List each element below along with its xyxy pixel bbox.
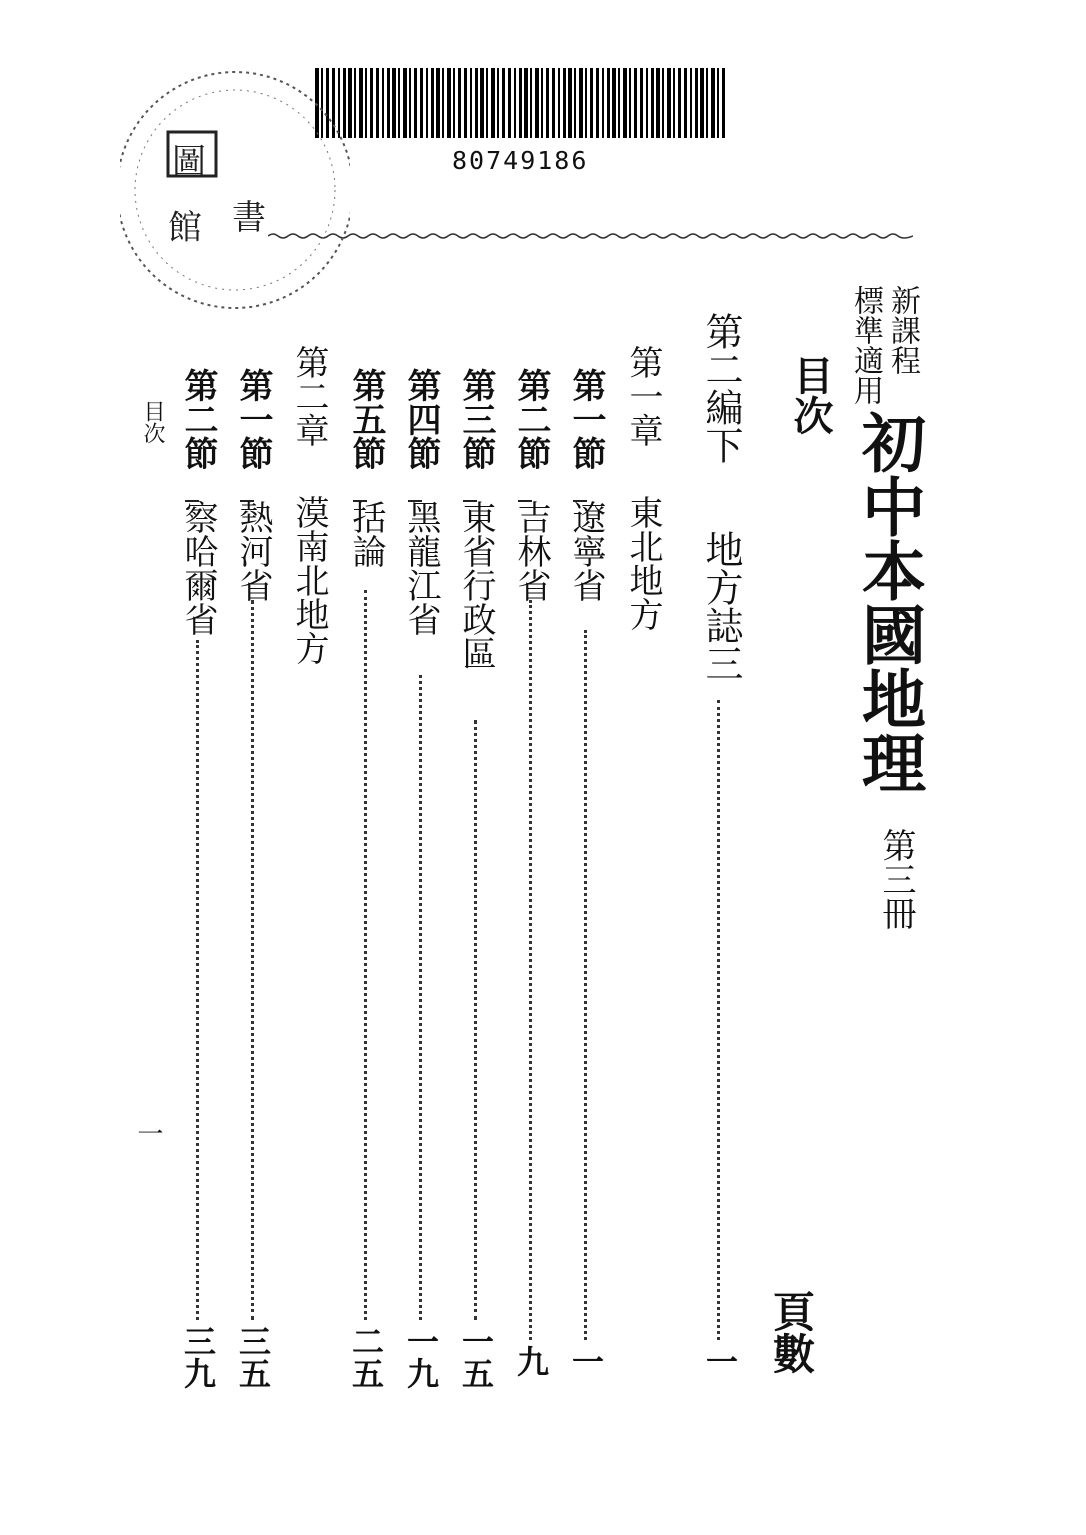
- barcode-bar: [662, 68, 664, 138]
- barcode-bar: [667, 68, 671, 138]
- running-head: 目次: [140, 400, 165, 444]
- toc-entry-page: 三五: [234, 1325, 272, 1389]
- title-prefix-line1: 新課程: [885, 285, 920, 375]
- barcode-bar: [563, 68, 566, 138]
- barcode-bar: [722, 68, 725, 138]
- toc-leader: [419, 675, 422, 1320]
- barcode-bar: [656, 68, 660, 138]
- barcode-bar: [447, 68, 451, 138]
- barcode-bar: [354, 68, 356, 138]
- barcode: [315, 68, 730, 138]
- toc-entry-title: 黑龍江省: [401, 500, 441, 636]
- barcode-bar: [646, 68, 648, 138]
- toc-leader: [584, 630, 587, 1340]
- barcode-bar: [535, 68, 539, 138]
- barcode-bar: [442, 68, 444, 138]
- barcode-bar: [392, 68, 396, 138]
- barcode-bar: [491, 68, 495, 138]
- barcode-bar: [530, 68, 532, 138]
- barcode-bar: [568, 68, 572, 138]
- page-number: 一: [133, 1120, 163, 1146]
- barcode-bar: [502, 68, 505, 138]
- barcode-bar: [426, 68, 428, 138]
- barcode-bar: [618, 68, 620, 138]
- barcode-bar: [695, 68, 698, 138]
- barcode-bar: [431, 68, 434, 138]
- title-prefix-line2: 標準適用: [848, 285, 883, 405]
- barcode-bar: [574, 68, 576, 138]
- barcode-bar: [607, 68, 610, 138]
- barcode-bar: [651, 68, 654, 138]
- barcode-bar: [486, 68, 488, 138]
- stamp-char: 館: [168, 208, 202, 248]
- barcode-bar: [464, 68, 467, 138]
- barcode-bar: [398, 68, 400, 138]
- barcode-bar: [436, 68, 440, 138]
- barcode-bar: [612, 68, 616, 138]
- toc-entry-title: 東北地方: [623, 495, 663, 631]
- toc-entry-page: 三九: [179, 1325, 217, 1389]
- toc-leader: [529, 600, 532, 1340]
- barcode-bar: [409, 68, 411, 138]
- book-title: 初中本國地理: [851, 410, 926, 794]
- toc-entry-label: 第二編下: [699, 312, 743, 464]
- barcode-bar: [690, 68, 692, 138]
- barcode-bar: [414, 68, 417, 138]
- barcode-bar: [629, 68, 631, 138]
- barcode-number: 80749186: [452, 146, 589, 175]
- barcode-bar: [700, 68, 704, 138]
- barcode-bar: [678, 68, 681, 138]
- barcode-bar: [602, 68, 604, 138]
- barcode-bar: [524, 68, 528, 138]
- barcode-bar: [519, 68, 522, 138]
- library-stamp: [120, 60, 350, 320]
- barcode-bar: [546, 68, 549, 138]
- toc-entry-label: 第三節: [456, 368, 496, 470]
- barcode-bar: [359, 68, 363, 138]
- stamp-char: 書: [232, 198, 266, 238]
- toc-entry-label: 第二節: [511, 368, 551, 470]
- barcode-bar: [623, 68, 627, 138]
- barcode-bar: [497, 68, 499, 138]
- barcode-bar: [508, 68, 511, 138]
- barcode-bar: [370, 68, 373, 138]
- toc-entry-page: 一: [567, 1345, 605, 1377]
- volume-label: 第三冊: [876, 828, 916, 930]
- barcode-bar: [458, 68, 461, 138]
- barcode-bar: [590, 68, 593, 138]
- barcode-bar: [480, 68, 484, 138]
- toc-leader: [364, 590, 367, 1320]
- toc-entry-label: 第一節: [566, 368, 606, 470]
- toc-entry-title: 遼寧省: [566, 500, 606, 602]
- barcode-bar: [365, 68, 367, 138]
- toc-entry-title: 東省行政區: [456, 500, 496, 670]
- barcode-bar: [376, 68, 379, 138]
- barcode-bar: [552, 68, 555, 138]
- toc-entry-label: 第二節: [178, 368, 218, 470]
- toc-entry-title: 熱河省: [233, 500, 273, 602]
- barcode-bar: [634, 68, 637, 138]
- barcode-bar: [541, 68, 543, 138]
- barcode-bar: [585, 68, 587, 138]
- barcode-bar: [420, 68, 423, 138]
- toc-entry-page: 九: [512, 1345, 550, 1377]
- toc-entry-label: 第一節: [233, 368, 273, 470]
- toc-entry-title: 地方誌三: [699, 530, 743, 682]
- barcode-bar: [579, 68, 583, 138]
- barcode-bar: [596, 68, 599, 138]
- toc-entry-label: 第一章: [623, 345, 663, 447]
- stamp-char: 圖: [172, 142, 206, 182]
- barcode-bar: [640, 68, 643, 138]
- barcode-bar: [684, 68, 687, 138]
- page-number-heading: 頁數: [767, 1290, 816, 1374]
- toc-leader: [251, 600, 254, 1320]
- barcode-bar: [673, 68, 675, 138]
- toc-entry-page: 一五: [457, 1325, 495, 1389]
- barcode-bar: [717, 68, 719, 138]
- barcode-bar: [711, 68, 715, 138]
- toc-leader: [717, 700, 720, 1340]
- barcode-bar: [514, 68, 516, 138]
- barcode-bar: [558, 68, 560, 138]
- barcode-bar: [706, 68, 708, 138]
- toc-entry-title: 察哈爾省: [178, 500, 218, 636]
- toc-entry-title: 吉林省: [511, 500, 551, 602]
- wavy-divider: [268, 232, 913, 240]
- toc-entry-title: 括論: [346, 500, 386, 568]
- toc-entry-label: 第五節: [346, 368, 386, 470]
- barcode-bar: [387, 68, 390, 138]
- toc-entry-title: 漠南北地方: [289, 495, 329, 665]
- toc-leader: [196, 640, 199, 1320]
- barcode-bar: [470, 68, 472, 138]
- toc-entry-page: 一九: [402, 1325, 440, 1389]
- toc-entry-label: 第四節: [401, 368, 441, 470]
- barcode-bar: [453, 68, 455, 138]
- toc-entry-label: 第二章: [289, 345, 329, 447]
- barcode-bar: [475, 68, 478, 138]
- toc-leader: [474, 720, 477, 1320]
- toc-entry-page: 一: [701, 1345, 739, 1377]
- barcode-bar: [403, 68, 407, 138]
- barcode-bar: [382, 68, 384, 138]
- toc-entry-page: 二五: [347, 1325, 385, 1389]
- toc-heading: 目次: [787, 355, 833, 435]
